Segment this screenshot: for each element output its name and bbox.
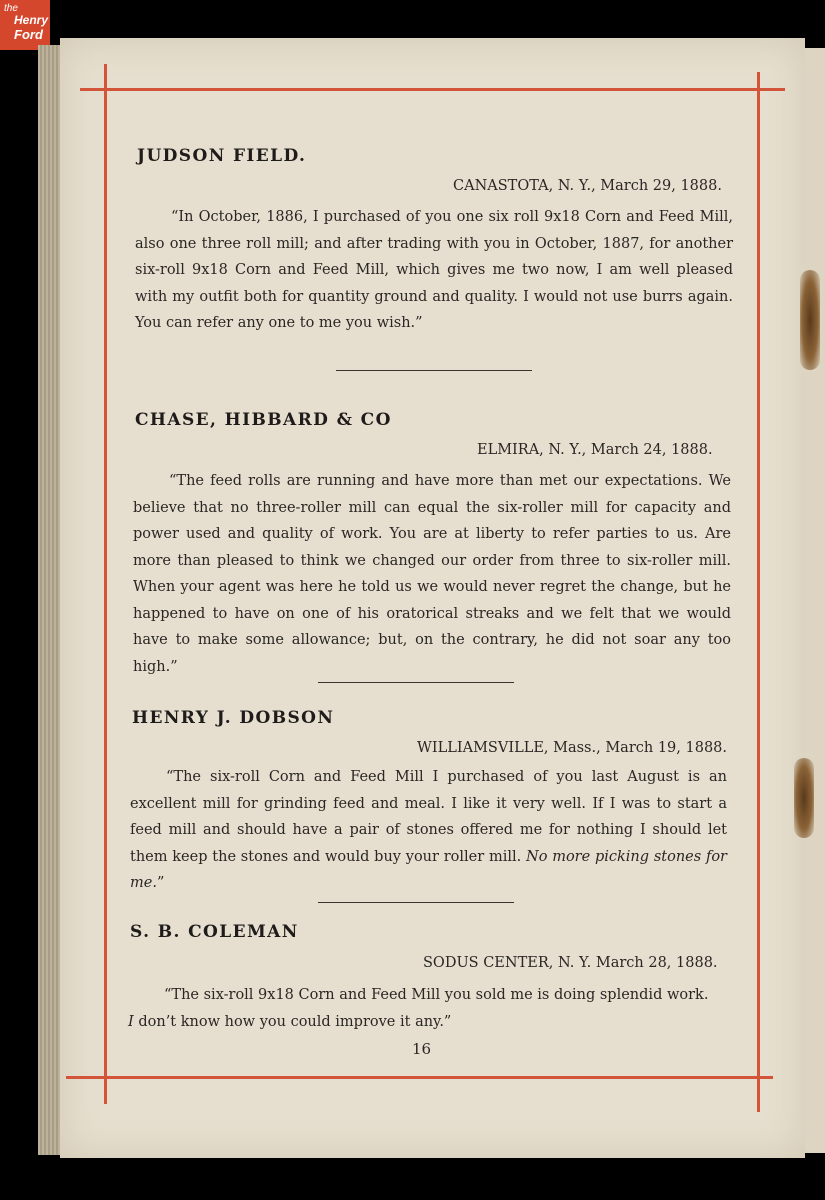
entry-name: CHASE, HIBBARD & CO xyxy=(135,410,392,430)
quote-end: ” xyxy=(156,875,165,891)
entry-place-date: ELMIRA, N. Y., March 24, 1888. xyxy=(477,442,713,458)
entry-quote: “The feed rolls are running and have more than met our expectations. We believe that no three-roller mill can equal the six-roller mill for capacity and power used and quality of work. You are at liberty to refer parties to us. Are more than pleased to think we changed our order from three to six-roller mill. When your agent was here he told us we would never regret the change, but he happened to have on one of his oratorical streaks and we felt that we would have to make some allowance; but, on the contrary, he did not soar any too high.” xyxy=(133,473,731,675)
logo-the: the xyxy=(4,3,18,14)
divider xyxy=(318,682,514,683)
entry-place-date: CANASTOTA, N. Y., March 29, 1888. xyxy=(453,178,722,194)
quote-text: “The six-roll Corn and Feed Mill I purchased of you last August is an excellent mill for grinding feed and meal. I like it very well. If I was to start a feed mill and should have a pair of stones offered me for nothing I should let them keep the stones and would buy your roller mill. xyxy=(130,769,727,865)
entry-quote xyxy=(128,982,725,1035)
entry-place-date: SODUS CENTER, N. Y. March 28, 1888. xyxy=(423,955,718,971)
logo-ford: Ford xyxy=(14,27,43,42)
entry-quote xyxy=(130,764,727,897)
quote-italic-text: No more picking stones for me. xyxy=(130,848,727,891)
entry-quote: “In October, 1886, I purchased of you one six roll 9x18 Corn and Feed Mill, also one three roll mill; and after trading with you in October, 1887, for another six-roll 9x18 Corn and Feed Mill, which gives me two now, I am well pleased with my outfit both for quantity ground and quality. I would not use burrs again. You can refer any one to me you wish.” xyxy=(135,209,733,331)
quote-italic-text: I xyxy=(128,1013,134,1030)
divider xyxy=(318,902,514,903)
entry-place-date: WILLIAMSVILLE, Mass., March 19, 1888. xyxy=(417,740,728,756)
page-number: 16 xyxy=(412,1040,432,1058)
entry-name: JUDSON FIELD. xyxy=(137,146,307,166)
logo-henry: Henry xyxy=(14,13,49,27)
entry-name: S. B. COLEMAN xyxy=(130,922,299,942)
quote-end: don’t know how you could improve it any.” xyxy=(133,1013,452,1030)
divider xyxy=(336,370,532,371)
entry-name: HENRY J. DOBSON xyxy=(132,708,335,728)
quote-text: “The six-roll 9x18 Corn and Feed Mill you sold me is doing splendid work. xyxy=(164,987,709,1003)
